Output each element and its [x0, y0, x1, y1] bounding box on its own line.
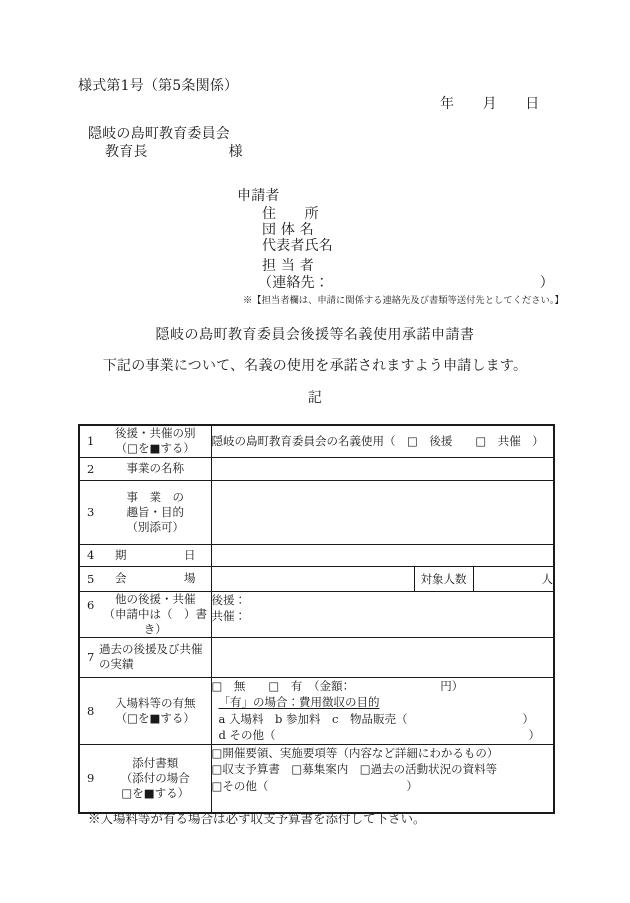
row-number: 6 [87, 598, 95, 612]
audience-count-label: 対象人数 [414, 566, 473, 591]
label-line: 過去の後援及び共催 [99, 642, 203, 656]
addressee-line [105, 144, 243, 161]
label-line: （添付の場合 [120, 770, 190, 785]
label-line: 後援・共催の別 [115, 426, 196, 441]
group-name-label: 団 体 名 [262, 222, 314, 238]
table-row-1 [79, 425, 554, 457]
form-number: 様式第1号（第5条関係） [78, 78, 239, 94]
row-label-cell [79, 744, 211, 813]
table-row-9 [79, 744, 554, 813]
label-line: 他の後援・共催 [115, 591, 196, 606]
row-content-cell [211, 744, 554, 813]
row-label-cell [79, 480, 211, 544]
table-row-5 [79, 566, 554, 591]
application-table [78, 424, 555, 814]
label-line: 添付書類 [132, 755, 179, 770]
date-line: 年 月 日 [440, 96, 540, 112]
label-line: □を■する） [121, 785, 190, 800]
row-number: 4 [87, 548, 95, 562]
label-line: （申請中は（ ）書き） [103, 606, 207, 636]
document-title: 隠岐の島町教育委員会後援等名義使用承諾申請書 [155, 327, 475, 343]
row-label-cell [79, 425, 211, 457]
table-row-7 [79, 637, 554, 677]
row-label-cell [79, 566, 211, 591]
label-line: 期 日 [115, 547, 196, 562]
contact-close-paren: ） [539, 275, 554, 291]
row-label-cell [79, 457, 211, 480]
applicant-heading: 申請者 [237, 188, 280, 204]
addressee-org: 隠岐の島町教育委員会 [88, 126, 230, 142]
row-number: 5 [87, 571, 95, 586]
label-line: （別添可） [126, 519, 184, 534]
content-line: 「有」の場合：費用徴収の目的 [218, 695, 380, 709]
table-row-3 [79, 480, 554, 544]
contact-open-paren: （連絡先： [258, 275, 329, 291]
row-number: 7 [87, 650, 95, 664]
content-line: □開催要領、実施要項等（内容など詳細にわかるもの） [211, 745, 499, 760]
content-line: □その他（ ） [211, 778, 418, 793]
label-line: 入場料等の有無 [115, 695, 196, 710]
label-line: の実績 [99, 657, 134, 671]
row-number: 3 [87, 505, 95, 519]
row-content-cell [211, 677, 554, 744]
row-content-cell [211, 637, 554, 677]
row-label-cell [79, 544, 211, 566]
row-number: 9 [87, 771, 95, 786]
label-line: 会 場 [115, 571, 196, 585]
label-line: 事業の名称 [126, 461, 184, 475]
row-content-cell [211, 566, 414, 591]
row-label-cell [79, 677, 211, 744]
row-number: 8 [87, 703, 95, 718]
row-content-cell [211, 457, 554, 480]
content-line: d その他（ ） [218, 728, 541, 742]
contact-person-label: 担 当 者 [262, 258, 314, 274]
content-line: 後援： [211, 592, 246, 607]
label-line: 趣旨・目的 [126, 504, 184, 519]
addressee-title: 教育長 [105, 144, 148, 160]
record-marker: 記 [307, 390, 323, 406]
applicant-note: ※【担当者欄は、申請に関係する連絡先及び書類等送付先としてください。】 [243, 295, 564, 306]
content-line: 隠岐の島町教育委員会の名義使用（ □ 後援 □ 共催 ） [211, 434, 544, 448]
contact-line [258, 275, 554, 292]
table-row-6 [79, 591, 554, 637]
addressee-honorific: 様 [228, 144, 243, 160]
label-line: 事 業 の [126, 489, 184, 504]
content-line: a 入場料 b 参加料 c 物品販売（ ） [218, 711, 534, 726]
footnote: ※入場料等が有る場合は必ず収支予算書を添付して下さい。 [88, 811, 426, 826]
table-row-2 [79, 457, 554, 480]
representative-label: 代表者氏名 [262, 238, 333, 254]
row-number: 2 [87, 461, 95, 476]
row-content-cell [211, 480, 554, 544]
content-line: □収支予算書 □募集案内 □過去の活動状況の資料等 [211, 762, 498, 776]
intro-sentence: 下記の事業について、名義の使用を承諾されますよう申請します。 [102, 358, 528, 374]
content-line: 共催： [211, 609, 246, 623]
table-row-8 [79, 677, 554, 744]
row-content-cell [211, 591, 554, 637]
table-row-4 [79, 544, 554, 566]
row-content-cell [211, 544, 554, 566]
row-content-cell [211, 425, 554, 457]
audience-unit-cell: 人 [473, 566, 554, 591]
label-line: （□を■する） [115, 441, 195, 456]
address-label: 住 所 [262, 206, 319, 222]
row-label-cell [79, 637, 211, 677]
content-line: □ 無 □ 有 （金額： 円） [211, 678, 464, 693]
label-line: （□を■する） [115, 710, 195, 725]
row-label-cell [79, 591, 211, 637]
row-number: 1 [87, 434, 95, 449]
